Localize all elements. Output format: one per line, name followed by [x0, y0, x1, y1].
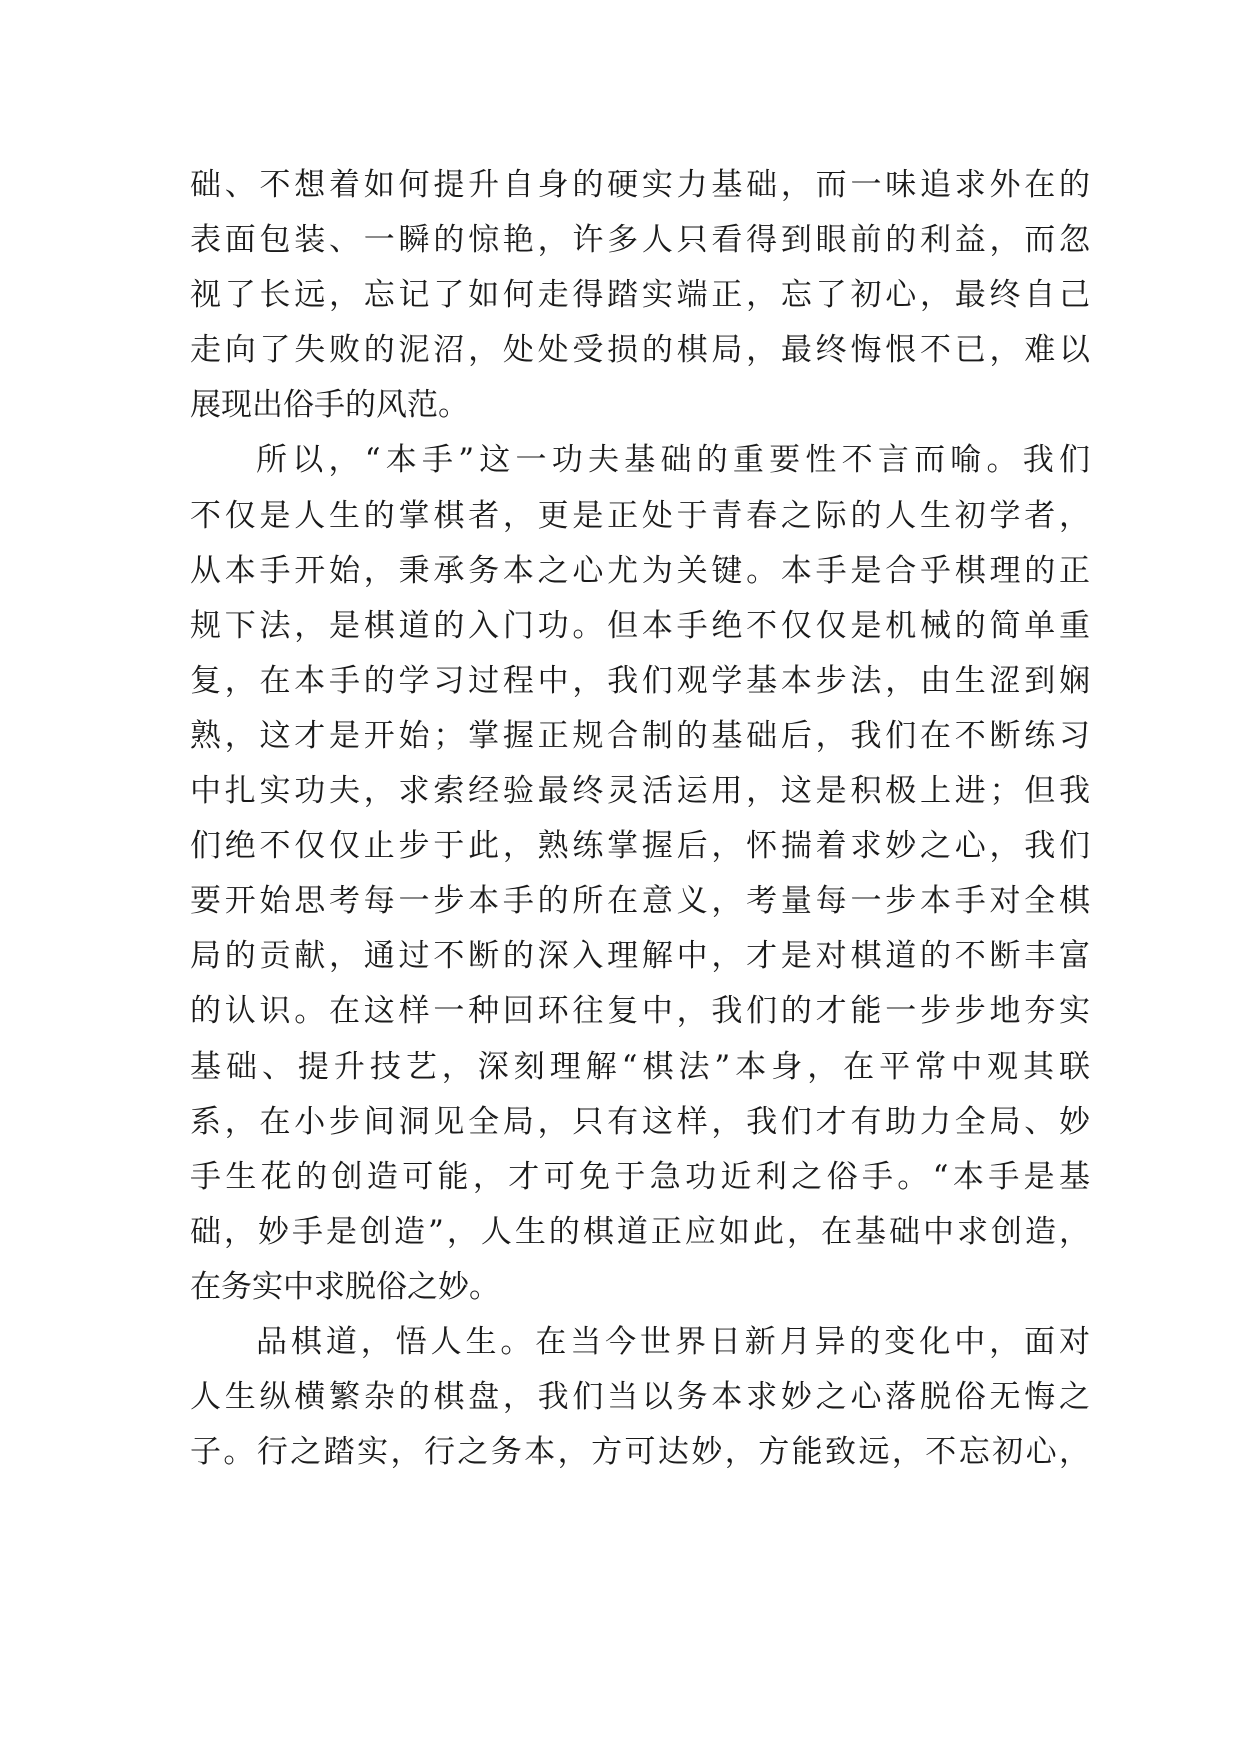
- text-line: 基础、提升技艺，深刻理解“棋法”本身，在平常中观其联: [190, 1048, 1090, 1085]
- text-line: 表面包装、一瞬的惊艳，许多人只看得到眼前的利益，而忽: [190, 222, 1090, 259]
- text-line: 子。行之踏实，行之务本，方可达妙，方能致远，不忘初心，: [190, 1434, 1090, 1471]
- essay-body: [190, 158, 1090, 1480]
- text-line: 人生纵横繁杂的棋盘，我们当以务本求妙之心落脱俗无悔之: [190, 1379, 1090, 1416]
- text-line: 要开始思考每一步本手的所在意义，考量每一步本手对全棋: [190, 883, 1090, 920]
- text-line: 熟，这才是开始；掌握正规合制的基础后，我们在不断练习: [190, 717, 1090, 754]
- text-line: 础、不想着如何提升自身的硬实力基础，而一味追求外在的: [190, 167, 1090, 203]
- text-line: 们绝不仅仅止步于此，熟练掌握后，怀揣着求妙之心，我们: [190, 828, 1090, 865]
- text-line: 手生花的创造可能，才可免于急功近利之俗手。“本手是基: [190, 1158, 1090, 1195]
- text-line: 规下法，是棋道的入门功。但本手绝不仅仅是机械的简单重: [190, 607, 1090, 644]
- text-line: 局的贡献，通过不断的深入理解中，才是对棋道的不断丰富: [190, 938, 1090, 975]
- paragraph-first-line: 所以，“本手”这一功夫基础的重要性不言而喻。我们: [256, 442, 1090, 479]
- text-line: 的认识。在这样一种回环往复中，我们的才能一步步地夯实: [190, 993, 1090, 1030]
- text-line: 展现出俗手的风范。: [190, 387, 469, 424]
- text-line: 从本手开始，秉承务本之心尤为关键。本手是合乎棋理的正: [190, 552, 1090, 589]
- text-line: 系，在小步间洞见全局，只有这样，我们才有助力全局、妙: [190, 1103, 1090, 1140]
- text-line: 础，妙手是创造”，人生的棋道正应如此，在基础中求创造，: [190, 1213, 1090, 1250]
- text-line: 不仅是人生的掌棋者，更是正处于青春之际的人生初学者，: [190, 497, 1090, 534]
- text-line: 视了长远，忘记了如何走得踏实端正，忘了初心，最终自己: [190, 277, 1090, 314]
- text-line: 在务实中求脱俗之妙。: [190, 1268, 500, 1305]
- text-line: 走向了失败的泥沼，处处受损的棋局，最终悔恨不已，难以: [190, 332, 1090, 369]
- paragraph-first-line: 品棋道，悟人生。在当今世界日新月异的变化中，面对: [256, 1323, 1090, 1360]
- text-line: 中扎实功夫，求索经验最终灵活运用，这是积极上进；但我: [190, 773, 1090, 810]
- text-line: 复，在本手的学习过程中，我们观学基本步法，由生涩到娴: [190, 662, 1090, 699]
